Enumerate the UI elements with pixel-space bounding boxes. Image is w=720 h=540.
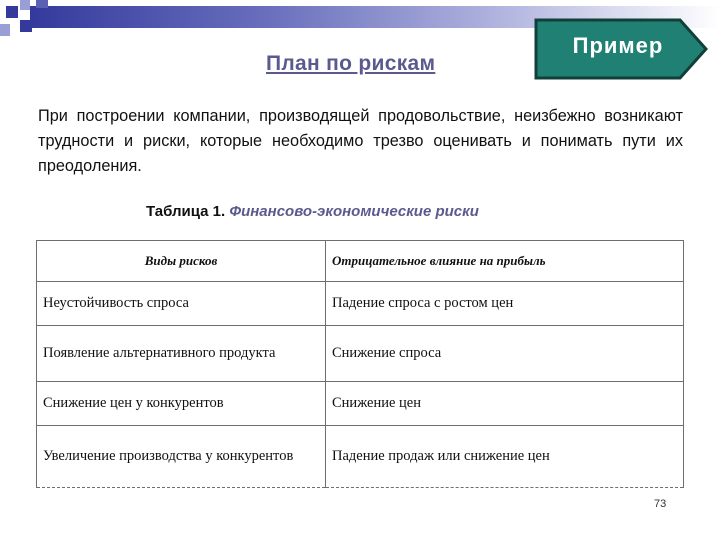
intro-paragraph: При построении компании, производящей продовольствие, неизбежно возникают трудности и риски, которые необходимо трезво оценивать и понимать пути их преодоления. — [38, 107, 683, 175]
table-caption-title: Финансово-экономические риски — [229, 203, 479, 220]
risk-cell: Неустойчивость спроса — [37, 282, 326, 326]
risk-cell: Появление альтернативного продукта — [37, 326, 326, 382]
risk-cell: Увеличение производства у конкурентов — [37, 426, 326, 488]
table-row — [37, 382, 684, 426]
risk-table — [36, 240, 684, 488]
slide-title: План по рискам — [266, 52, 436, 75]
deco-square — [6, 6, 18, 18]
table-caption — [146, 203, 479, 220]
impact-cell: Снижение цен — [326, 382, 684, 426]
deco-square — [0, 24, 10, 36]
table-row — [37, 282, 684, 326]
table-header-row — [37, 241, 684, 282]
table-caption-number: Таблица 1. — [146, 203, 226, 220]
risk-cell: Снижение цен у конкурентов — [37, 382, 326, 426]
impact-cell: Падение продаж или снижение цен — [326, 426, 684, 488]
page-number: 73 — [654, 498, 667, 510]
deco-square — [36, 0, 48, 8]
deco-square — [20, 0, 30, 10]
impact-cell: Падение спроса с ростом цен — [326, 282, 684, 326]
column-header-profit-impact: Отрицательное влияние на прибыль — [326, 241, 684, 282]
table-row — [37, 326, 684, 382]
example-badge-label: Пример — [572, 33, 664, 58]
column-header-risk-types: Виды рисков — [37, 241, 326, 282]
deco-square — [20, 20, 32, 32]
impact-cell: Снижение спроса — [326, 326, 684, 382]
table-row — [37, 426, 684, 488]
